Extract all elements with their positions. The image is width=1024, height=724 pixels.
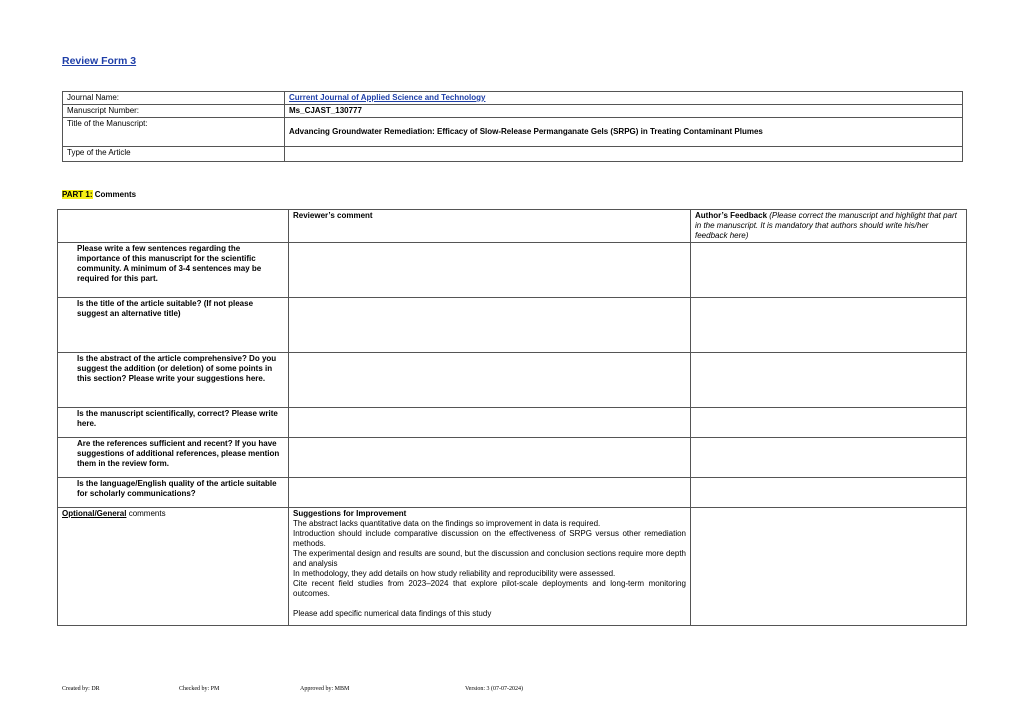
question-row [58,298,967,353]
reviewer-comment-cell[interactable] [289,478,691,508]
title-value: Advancing Groundwater Remediation: Efficacy of Slow-Release Permanganate Gels (SRPG) in Treating Contaminant Plumes [285,118,963,147]
suggestions-cell[interactable] [289,508,691,626]
manuscript-number-row [63,105,963,118]
comments-table [57,209,967,626]
question-text: Please write a few sentences regarding the importance of this manuscript for the scientific community. A minimum of 3-4 sentences may be required for this part. [58,243,289,298]
optional-comments-row [58,508,967,626]
question-row [58,243,967,298]
journal-label: Journal Name: [63,92,285,105]
type-value [285,147,963,162]
author-feedback-cell[interactable] [691,243,967,298]
footer-checked: Checked by: PM [179,686,220,692]
reviewer-comment-header: Reviewer’s comment [289,210,691,243]
question-row [58,478,967,508]
journal-row [63,92,963,105]
author-feedback-title: Author’s Feedback [695,211,768,220]
question-text: Is the manuscript scientifically, correct? Please write here. [58,408,289,438]
question-row [58,353,967,408]
suggestions-title: Suggestions for Improvement [293,509,407,518]
suggestion-item: Introduction should include comparative discussion on the effectiveness of SRPG versus other remediation methods. [293,529,686,548]
final-note: Please add specific numerical data findings of this study [293,609,492,618]
reviewer-comment-cell[interactable] [289,298,691,353]
suggestions-spacer [293,599,686,609]
author-feedback-cell[interactable] [691,478,967,508]
footer-version: Version: 3 (07-07-2024) [465,686,523,692]
suggestion-item: The experimental design and results are sound, but the discussion and conclusion sections require more depth and analysis [293,549,686,568]
optional-comments-label [58,508,289,626]
reviewer-comment-cell[interactable] [289,243,691,298]
part1-label: PART 1: [62,190,93,199]
reviewer-comment-cell[interactable] [289,438,691,478]
author-feedback-cell[interactable] [691,298,967,353]
question-row [58,438,967,478]
type-label: Type of the Article [63,147,285,162]
question-text: Are the references sufficient and recent? If you have suggestions of additional references, please mention them in the review form. [58,438,289,478]
author-feedback-cell[interactable] [691,508,967,626]
question-text: Is the abstract of the article comprehensive? Do you suggest the addition (or deletion) of some points in this section? Please write your suggestions here. [58,353,289,408]
part1-heading [62,190,136,199]
journal-link[interactable]: Current Journal of Applied Science and Technology [289,93,486,102]
question-row [58,408,967,438]
journal-value [285,92,963,105]
comments-header-row [58,210,967,243]
header-blank-cell [58,210,289,243]
suggestion-item: In methodology, they add details on how study reliability and reproducibility were assessed. [293,569,616,578]
question-text: Is the title of the article suitable? (If not please suggest an alternative title) [58,298,289,353]
optional-comments-suffix: comments [126,509,166,518]
manuscript-info-table [62,91,963,162]
author-feedback-note: (Please correct the manuscript and highlight that part in the manuscript. It is mandatory that authors should write his/her feedback here) [695,211,957,240]
part1-comments-label: Comments [92,190,137,199]
manuscript-number-value: Ms_CJAST_130777 [285,105,963,118]
author-feedback-cell[interactable] [691,438,967,478]
type-row [63,147,963,162]
footer-approved: Approved by: MBM [300,686,350,692]
title-label: Title of the Manuscript: [63,118,285,147]
form-title: Review Form 3 [62,55,137,67]
reviewer-comment-cell[interactable] [289,353,691,408]
author-feedback-cell[interactable] [691,408,967,438]
footer-created: Created by: DR [62,686,100,692]
manuscript-number-label: Manuscript Number: [63,105,285,118]
question-text: Is the language/English quality of the article suitable for scholarly communications? [58,478,289,508]
reviewer-comment-cell[interactable] [289,408,691,438]
optional-general-label: Optional/General [62,509,127,518]
suggestion-item: The abstract lacks quantitative data on the findings so improvement in data is required. [293,519,601,528]
suggestion-item: Cite recent field studies from 2023–2024 that explore pilot-scale deployments and long-term monitoring outcomes. [293,579,686,598]
title-row [63,118,963,147]
author-feedback-cell[interactable] [691,353,967,408]
author-feedback-header [691,210,967,243]
